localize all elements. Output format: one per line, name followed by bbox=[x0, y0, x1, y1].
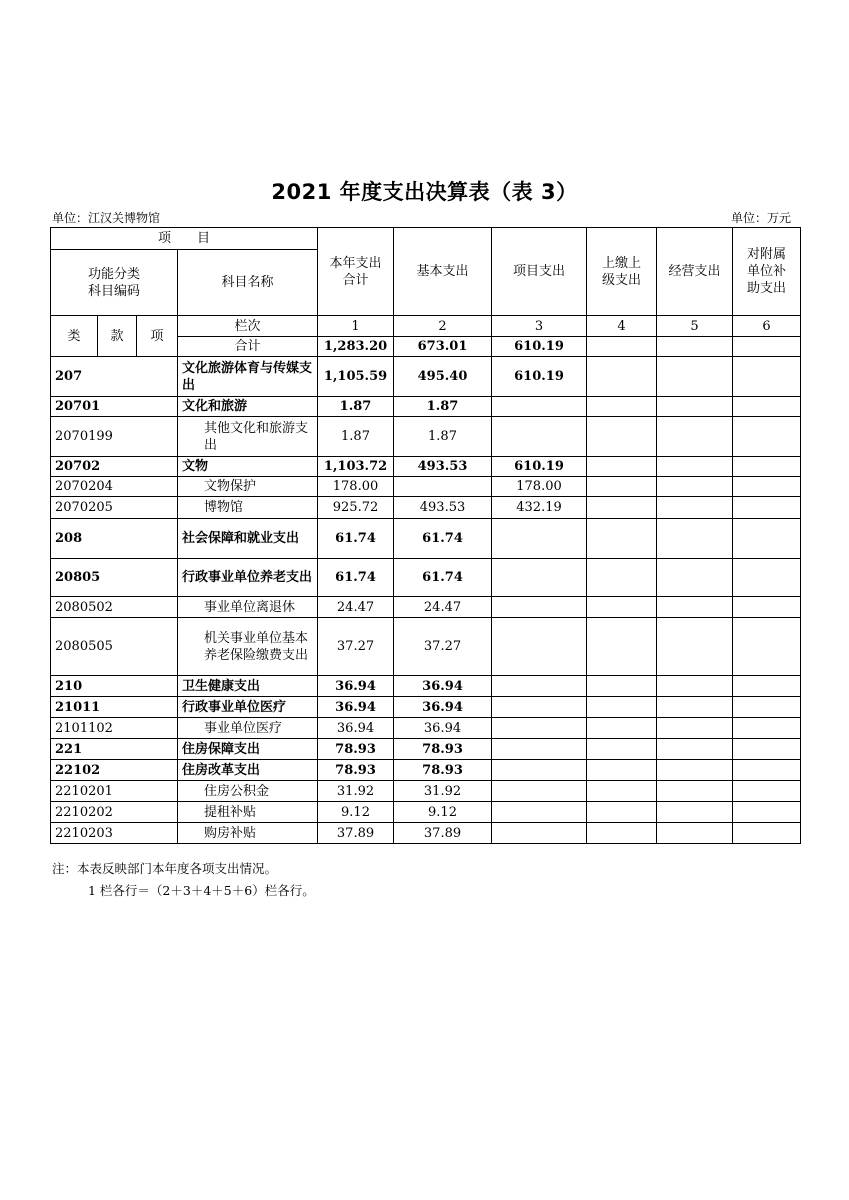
row-code: 2070204 bbox=[51, 477, 178, 497]
row-operating bbox=[657, 781, 733, 802]
row-project bbox=[492, 519, 587, 559]
row-project: 432.19 bbox=[492, 497, 587, 519]
row-project bbox=[492, 760, 587, 781]
row-total: 24.47 bbox=[318, 597, 394, 618]
unit-currency: 单位：万元 bbox=[730, 211, 791, 225]
row-name: 文化旅游体育与传媒支出 bbox=[178, 357, 318, 397]
row-operating bbox=[657, 823, 733, 844]
row-total: 1,105.59 bbox=[318, 357, 394, 397]
note-line-2: 1 栏各行＝（2＋3＋4＋5＋6）栏各行。 bbox=[88, 883, 315, 898]
row-total: 78.93 bbox=[318, 739, 394, 760]
table-row bbox=[51, 697, 801, 718]
table-row bbox=[51, 781, 801, 802]
row-subsidy bbox=[733, 676, 801, 697]
table-row bbox=[51, 559, 801, 597]
row-name: 提租补贴 bbox=[178, 802, 318, 823]
row-upper bbox=[587, 781, 657, 802]
row-subsidy bbox=[733, 760, 801, 781]
row-project bbox=[492, 781, 587, 802]
row-upper bbox=[587, 597, 657, 618]
row-code: 21011 bbox=[51, 697, 178, 718]
row-subsidy bbox=[733, 559, 801, 597]
col-num-1: 1 bbox=[318, 316, 394, 337]
row-upper bbox=[587, 457, 657, 477]
row-name: 文物保护 bbox=[178, 477, 318, 497]
row-subsidy bbox=[733, 497, 801, 519]
row-operating bbox=[657, 477, 733, 497]
row-upper bbox=[587, 397, 657, 417]
row-code: 20701 bbox=[51, 397, 178, 417]
row-code: 2101102 bbox=[51, 718, 178, 739]
row-basic: 36.94 bbox=[394, 697, 492, 718]
table-row bbox=[51, 519, 801, 559]
row-upper bbox=[587, 618, 657, 676]
row-project: 178.00 bbox=[492, 477, 587, 497]
col-num-2: 2 bbox=[394, 316, 492, 337]
row-project bbox=[492, 597, 587, 618]
table-row bbox=[51, 760, 801, 781]
header-col-subsidy: 对附属 单位补 助支出 bbox=[733, 228, 801, 316]
row-basic: 37.27 bbox=[394, 618, 492, 676]
row-code: 20805 bbox=[51, 559, 178, 597]
row-code: 207 bbox=[51, 357, 178, 397]
row-basic: 37.89 bbox=[394, 823, 492, 844]
row-operating bbox=[657, 559, 733, 597]
row-code: 2080505 bbox=[51, 618, 178, 676]
row-project bbox=[492, 397, 587, 417]
row-project bbox=[492, 823, 587, 844]
table-row bbox=[51, 477, 801, 497]
row-operating bbox=[657, 739, 733, 760]
row-basic: 61.74 bbox=[394, 559, 492, 597]
unit-organization: 单位：江汉关博物馆 bbox=[52, 211, 161, 225]
row-operating bbox=[657, 760, 733, 781]
row-name: 卫生健康支出 bbox=[178, 676, 318, 697]
row-upper bbox=[587, 497, 657, 519]
row-code: 210 bbox=[51, 676, 178, 697]
table-row bbox=[51, 676, 801, 697]
row-operating bbox=[657, 417, 733, 457]
total-project: 610.19 bbox=[492, 337, 587, 357]
row-total: 36.94 bbox=[318, 697, 394, 718]
row-code: 2210203 bbox=[51, 823, 178, 844]
row-upper bbox=[587, 802, 657, 823]
row-subsidy bbox=[733, 618, 801, 676]
table-row bbox=[51, 357, 801, 397]
row-project bbox=[492, 802, 587, 823]
row-basic: 1.87 bbox=[394, 417, 492, 457]
row-total: 37.89 bbox=[318, 823, 394, 844]
header-col-total: 本年支出 合计 bbox=[318, 228, 394, 316]
header-xiang: 项 bbox=[137, 316, 178, 357]
row-subsidy bbox=[733, 718, 801, 739]
row-operating bbox=[657, 597, 733, 618]
row-code: 2210201 bbox=[51, 781, 178, 802]
row-operating bbox=[657, 618, 733, 676]
row-code: 208 bbox=[51, 519, 178, 559]
expenditure-table bbox=[50, 227, 801, 844]
note-line-1: 注：本表反映部门本年度各项支出情况。 bbox=[52, 861, 278, 876]
row-code: 2070205 bbox=[51, 497, 178, 519]
row-basic: 1.87 bbox=[394, 397, 492, 417]
header-subject-name: 科目名称 bbox=[178, 250, 318, 316]
row-upper bbox=[587, 697, 657, 718]
row-project bbox=[492, 676, 587, 697]
row-code: 2210202 bbox=[51, 802, 178, 823]
header-kuan: 款 bbox=[98, 316, 137, 357]
row-name: 行政事业单位医疗 bbox=[178, 697, 318, 718]
row-project bbox=[492, 618, 587, 676]
page-title: 2021 年度支出决算表（表 3） bbox=[271, 180, 578, 204]
row-total: 1.87 bbox=[318, 397, 394, 417]
row-basic bbox=[394, 477, 492, 497]
table-row bbox=[51, 718, 801, 739]
row-basic: 493.53 bbox=[394, 497, 492, 519]
row-basic: 495.40 bbox=[394, 357, 492, 397]
row-name: 行政事业单位养老支出 bbox=[178, 559, 318, 597]
row-subsidy bbox=[733, 457, 801, 477]
row-total: 61.74 bbox=[318, 519, 394, 559]
row-name: 住房公积金 bbox=[178, 781, 318, 802]
row-name: 机关事业单位基本养老保险缴费支出 bbox=[178, 618, 318, 676]
row-upper bbox=[587, 477, 657, 497]
row-operating bbox=[657, 357, 733, 397]
row-upper bbox=[587, 519, 657, 559]
row-subsidy bbox=[733, 781, 801, 802]
table-row bbox=[51, 618, 801, 676]
table-row bbox=[51, 823, 801, 844]
row-operating bbox=[657, 519, 733, 559]
col-num-4: 4 bbox=[587, 316, 657, 337]
header-lanci: 栏次 bbox=[178, 316, 318, 337]
row-code: 2070199 bbox=[51, 417, 178, 457]
row-upper bbox=[587, 417, 657, 457]
row-project bbox=[492, 739, 587, 760]
row-code: 22102 bbox=[51, 760, 178, 781]
row-name: 社会保障和就业支出 bbox=[178, 519, 318, 559]
table-row bbox=[51, 397, 801, 417]
row-upper bbox=[587, 760, 657, 781]
table-row bbox=[51, 597, 801, 618]
row-upper bbox=[587, 739, 657, 760]
row-operating bbox=[657, 676, 733, 697]
row-project bbox=[492, 697, 587, 718]
row-subsidy bbox=[733, 802, 801, 823]
row-code: 2080502 bbox=[51, 597, 178, 618]
row-total: 178.00 bbox=[318, 477, 394, 497]
header-col-project: 项目支出 bbox=[492, 228, 587, 316]
row-total: 36.94 bbox=[318, 718, 394, 739]
row-upper bbox=[587, 676, 657, 697]
table-row bbox=[51, 739, 801, 760]
row-name: 其他文化和旅游支出 bbox=[178, 417, 318, 457]
row-total: 36.94 bbox=[318, 676, 394, 697]
header-lei: 类 bbox=[51, 316, 98, 357]
row-subsidy bbox=[733, 597, 801, 618]
row-subsidy bbox=[733, 357, 801, 397]
row-project bbox=[492, 559, 587, 597]
row-subsidy bbox=[733, 739, 801, 760]
row-project: 610.19 bbox=[492, 457, 587, 477]
row-basic: 493.53 bbox=[394, 457, 492, 477]
row-upper bbox=[587, 559, 657, 597]
table-row bbox=[51, 802, 801, 823]
row-upper bbox=[587, 823, 657, 844]
row-subsidy bbox=[733, 823, 801, 844]
row-total: 1.87 bbox=[318, 417, 394, 457]
header-func-class-code: 功能分类 科目编码 bbox=[51, 250, 178, 316]
table-row bbox=[51, 497, 801, 519]
row-total: 9.12 bbox=[318, 802, 394, 823]
notes bbox=[52, 858, 315, 902]
row-name: 文物 bbox=[178, 457, 318, 477]
total-label: 合计 bbox=[178, 337, 318, 357]
row-name: 购房补贴 bbox=[178, 823, 318, 844]
row-subsidy bbox=[733, 477, 801, 497]
row-total: 78.93 bbox=[318, 760, 394, 781]
row-operating bbox=[657, 497, 733, 519]
row-basic: 61.74 bbox=[394, 519, 492, 559]
row-subsidy bbox=[733, 417, 801, 457]
header-item: 项 目 bbox=[51, 228, 318, 250]
header-col-operating: 经营支出 bbox=[657, 228, 733, 316]
header-col-basic: 基本支出 bbox=[394, 228, 492, 316]
row-operating bbox=[657, 802, 733, 823]
row-subsidy bbox=[733, 397, 801, 417]
row-project bbox=[492, 718, 587, 739]
col-num-5: 5 bbox=[657, 316, 733, 337]
table-row bbox=[51, 457, 801, 477]
row-code: 20702 bbox=[51, 457, 178, 477]
col-num-3: 3 bbox=[492, 316, 587, 337]
row-operating bbox=[657, 457, 733, 477]
row-total: 1,103.72 bbox=[318, 457, 394, 477]
row-project: 610.19 bbox=[492, 357, 587, 397]
header-col-upper: 上缴上 级支出 bbox=[587, 228, 657, 316]
row-basic: 9.12 bbox=[394, 802, 492, 823]
row-name: 文化和旅游 bbox=[178, 397, 318, 417]
row-project bbox=[492, 417, 587, 457]
col-num-6: 6 bbox=[733, 316, 801, 337]
row-basic: 24.47 bbox=[394, 597, 492, 618]
row-code: 221 bbox=[51, 739, 178, 760]
row-name: 事业单位医疗 bbox=[178, 718, 318, 739]
row-upper bbox=[587, 718, 657, 739]
row-name: 事业单位离退休 bbox=[178, 597, 318, 618]
row-operating bbox=[657, 718, 733, 739]
row-name: 博物馆 bbox=[178, 497, 318, 519]
row-basic: 36.94 bbox=[394, 718, 492, 739]
row-operating bbox=[657, 697, 733, 718]
row-subsidy bbox=[733, 697, 801, 718]
row-basic: 78.93 bbox=[394, 760, 492, 781]
row-name: 住房保障支出 bbox=[178, 739, 318, 760]
row-subsidy bbox=[733, 519, 801, 559]
total-sum: 1,283.20 bbox=[318, 337, 394, 357]
table-row bbox=[51, 417, 801, 457]
row-total: 31.92 bbox=[318, 781, 394, 802]
total-basic: 673.01 bbox=[394, 337, 492, 357]
row-total: 37.27 bbox=[318, 618, 394, 676]
row-name: 住房改革支出 bbox=[178, 760, 318, 781]
row-basic: 36.94 bbox=[394, 676, 492, 697]
row-basic: 31.92 bbox=[394, 781, 492, 802]
row-operating bbox=[657, 397, 733, 417]
row-total: 61.74 bbox=[318, 559, 394, 597]
row-total: 925.72 bbox=[318, 497, 394, 519]
row-basic: 78.93 bbox=[394, 739, 492, 760]
row-upper bbox=[587, 357, 657, 397]
